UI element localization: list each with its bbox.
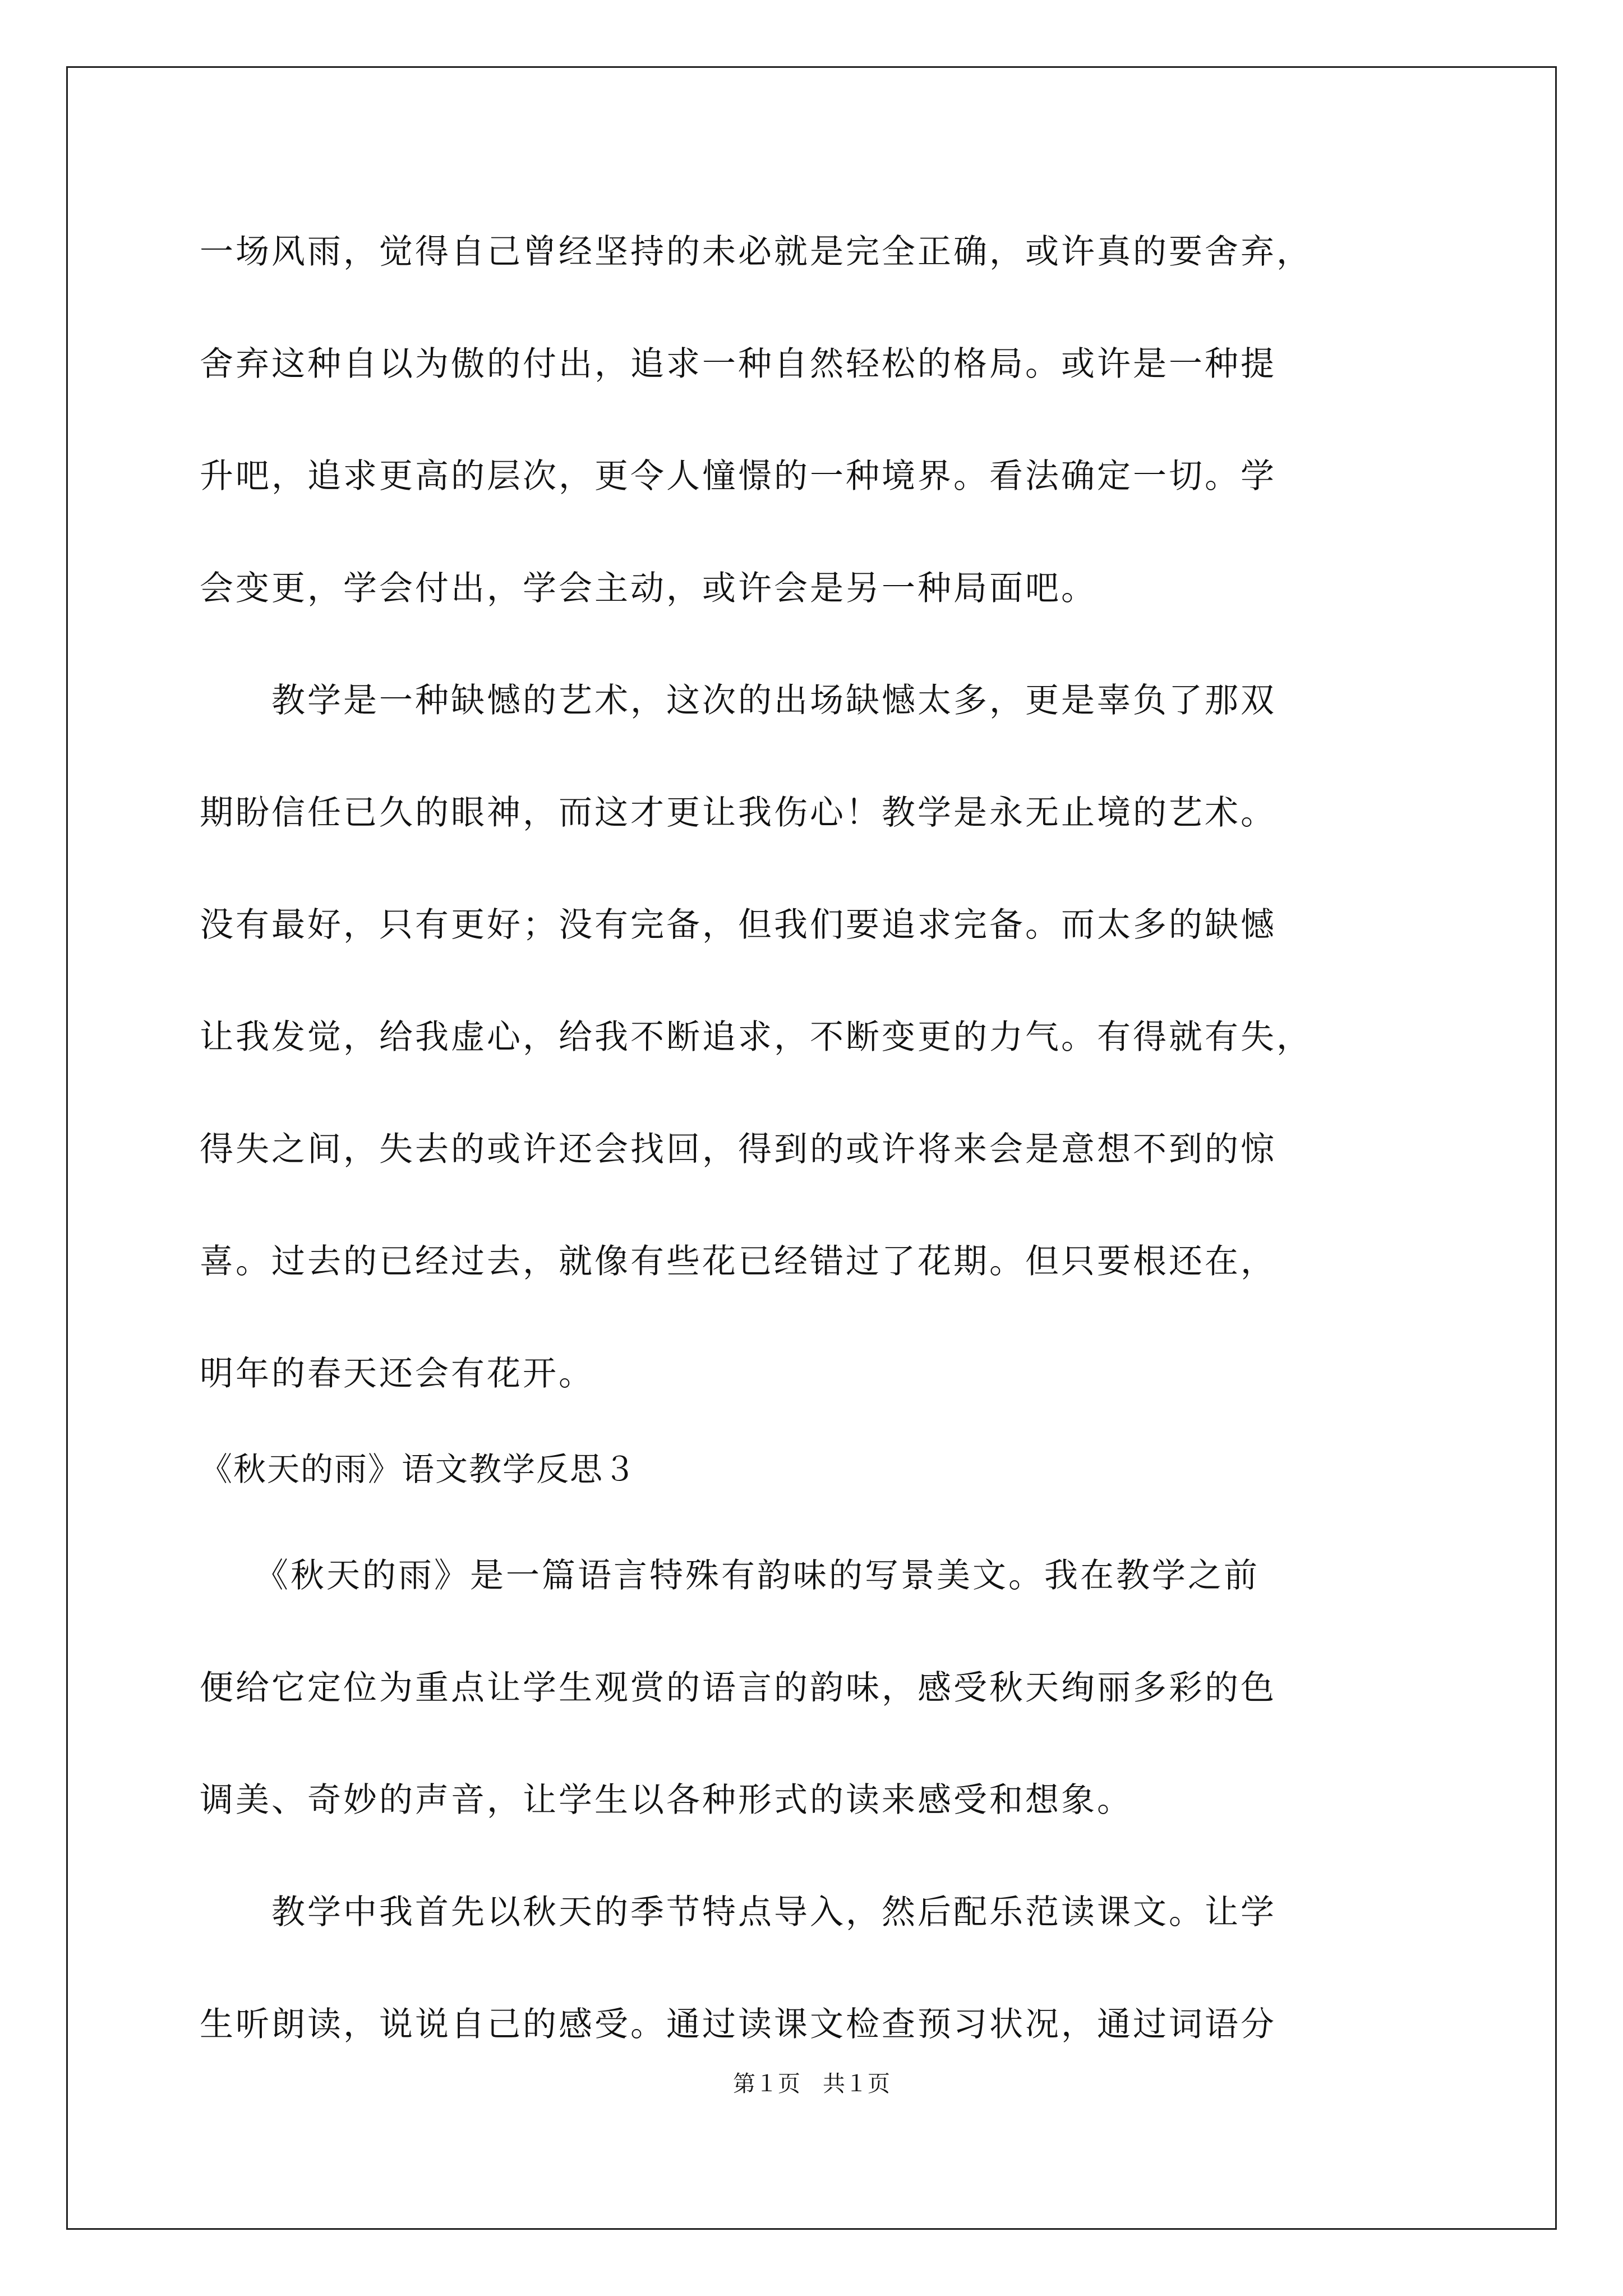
body-text-line: 调美、奇妙的声音，让学生以各种形式的读来感受和想象。: [200, 1780, 1133, 1820]
section-heading: 《秋天的雨》语文教学反思３: [200, 1450, 638, 1488]
body-text-line: 期盼信任已久的眼神，而这才更让我伤心！教学是永无止境的艺术。: [200, 793, 1276, 832]
body-text-line: 《秋天的雨》是一篇语言特殊有韵味的写景美文。我在教学之前: [200, 1556, 1260, 1595]
body-text-line: 会变更，学会付出，学会主动，或许会是另一种局面吧。: [200, 569, 1097, 608]
body-text-line: 生听朗读，说说自己的感受。通过读课文检查预习状况，通过词语分: [200, 2005, 1276, 2044]
body-text-line: 喜。过去的已经过去，就像有些花已经错过了花期。但只要根还在，: [200, 1242, 1276, 1281]
body-text-line: 一场风雨，觉得自己曾经坚持的未必就是完全正确，或许真的要舍弃，: [200, 232, 1312, 272]
body-text-line: 舍弃这种自以为傲的付出，追求一种自然轻松的格局。或许是一种提: [200, 344, 1276, 384]
body-text-line: 得失之间，失去的或许还会找回，得到的或许将来会是意想不到的惊: [200, 1130, 1276, 1169]
page-footer: 第１页 共１页: [733, 2071, 890, 2097]
body-text-line: 教学中我首先以秋天的季节特点导入，然后配乐范读课文。让学: [200, 1893, 1276, 1932]
body-text-line: 明年的春天还会有花开。: [200, 1354, 594, 1393]
body-text-line: 教学是一种缺憾的艺术，这次的出场缺憾太多，更是辜负了那双: [200, 681, 1276, 720]
body-text-line: 没有最好，只有更好；没有完备，但我们要追求完备。而太多的缺憾: [200, 905, 1276, 945]
body-text-line: 便给它定位为重点让学生观赏的语言的韵味，感受秋天绚丽多彩的色: [200, 1668, 1276, 1708]
body-text-line: 让我发觉，给我虚心，给我不断追求，不断变更的力气。有得就有失，: [200, 1018, 1312, 1057]
body-text-line: 升吧，追求更高的层次，更令人憧憬的一种境界。看法确定一切。学: [200, 457, 1276, 496]
